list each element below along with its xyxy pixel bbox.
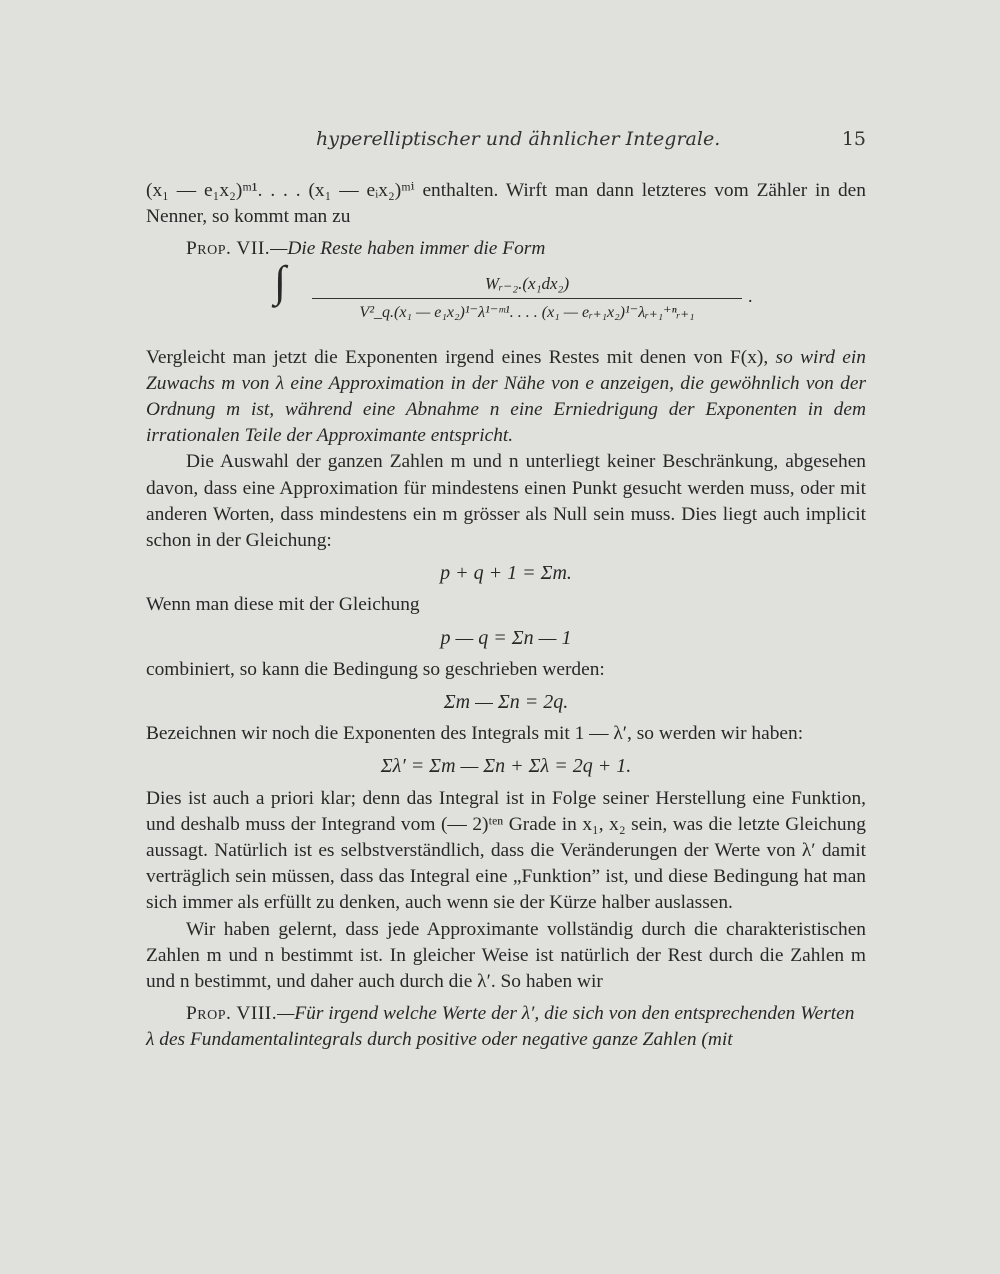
running-title: hyperelliptischer und ähnlicher Integrale. bbox=[316, 128, 721, 150]
formula-end: . bbox=[748, 285, 753, 306]
prop-8-label: Prop. VIII. bbox=[186, 1003, 278, 1025]
paragraph-8: Wir haben gelernt, dass jede Approximante vollständig durch die charakteristischen Zahlen m und n bestimmt ist. In gleicher Weise ist natürlich der Rest durch die Zahlen m und n bestimmt, und daher auch durch die λ′. So haben wir bbox=[146, 918, 866, 993]
formula-fraction bbox=[312, 271, 742, 326]
prop-7-text: —Die Reste haben immer die Form bbox=[270, 238, 546, 260]
integral-sign: ∫ bbox=[274, 256, 287, 306]
paragraph-1: (x₁ — e₁x₂)ᵐ¹. . . . (x₁ — eᵢx₂)ᵐⁱ enthalten. Wirft man dann letzteres vom Zähler in den Nenner, so kommt man zu bbox=[146, 180, 866, 228]
paragraph-5: combiniert, so kann die Bedingung so geschrieben werden: bbox=[146, 658, 605, 680]
paragraph-2-start: Vergleicht man jetzt die Exponenten irgend eines Restes mit denen von F(x), bbox=[146, 346, 776, 368]
paragraph-2 bbox=[146, 345, 866, 450]
page-header bbox=[146, 128, 866, 158]
formula-denominator: V²_q.(x₁ — e₁x₂)¹⁻λ¹⁻ᵐ¹. . . . (x₁ — eᵣ₊₁x₂)¹⁻λᵣ₊₁⁺ⁿᵣ₊₁ bbox=[359, 303, 695, 321]
paragraph-7: Dies ist auch a priori klar; denn das Integral ist in Folge seiner Herstellung eine Funktion, und deshalb muss der Integrand vom (— 2)ᵗᵉⁿ Grade in x₁, x₂ sein, was die letzte Gleichung aussagt. Natürlich ist es selbstverständlich, dass die Veränderungen der Werte von λ′ damit verträglich sein müssen, dass das Integral eine „Funktion” ist, und diese Bedingung hat man sich immer als erfüllt zu denken, auch wenn sie der Kürze halber auslassen. bbox=[146, 787, 866, 914]
equation-2: p — q = Σn — 1 bbox=[440, 626, 572, 649]
formula-numerator: Wᵣ₋₂.(x₁dx₂) bbox=[312, 271, 742, 299]
prop-7-label: Prop. VII. bbox=[186, 238, 271, 260]
prop-8 bbox=[146, 1001, 866, 1053]
paragraph-3: Die Auswahl der ganzen Zahlen m und n unterliegt keiner Beschränkung, abgesehen davon, dass eine Approximation für mindestens einen Punkt gesucht werden muss, oder mit anderen Worten, dass mindestens ein m grösser als Null sein muss. Dies liegt auch implicit schon in der Gleichung: bbox=[146, 451, 866, 552]
paragraph-6: Bezeichnen wir noch die Exponenten des Integrals mit 1 — λ′, so werden wir haben: bbox=[146, 723, 804, 745]
equation-4: Σλ′ = Σm — Σn + Σλ = 2q + 1. bbox=[380, 755, 632, 778]
prop-8-text: —Für irgend welche Werte der λ′, die sich von den entsprechenden Werten λ des Fundamentalintegrals durch positive oder negative ganze Zahlen (mit bbox=[146, 1003, 855, 1051]
page-number: 15 bbox=[841, 128, 866, 150]
paragraph-2-italic: so wird ein Zuwachs m von λ eine Approximation in der Nähe von e anzeigen, die gewöhnlich von der Ordnung m ist, während eine Abnahme n eine Erniedrigung der Exponenten in dem irrationalen Teile der Approximante entspricht. bbox=[146, 346, 866, 447]
paragraph-4: Wenn man diese mit der Gleichung bbox=[146, 594, 420, 616]
integral-formula bbox=[146, 256, 866, 327]
page-body bbox=[146, 178, 866, 1054]
equation-1: p + q + 1 = Σm. bbox=[440, 562, 572, 585]
equation-3: Σm — Σn = 2q. bbox=[443, 691, 569, 714]
prop-7 bbox=[146, 236, 866, 262]
